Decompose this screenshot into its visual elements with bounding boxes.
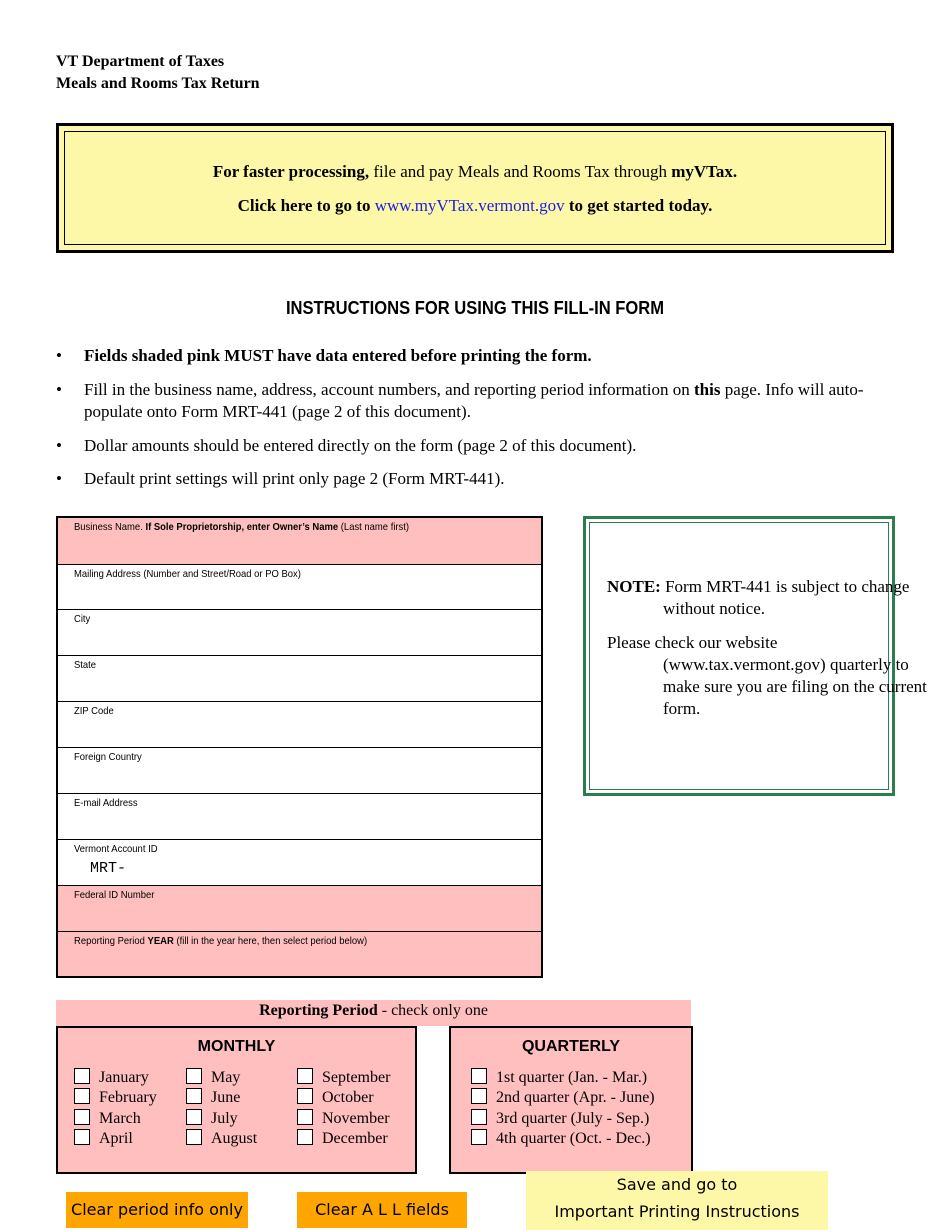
banner-text: file and pay Meals and Rooms Tax through (369, 162, 672, 181)
note-label: NOTE: (607, 577, 661, 596)
checkbox-icon[interactable] (471, 1129, 487, 1145)
checkbox-icon[interactable] (297, 1068, 313, 1084)
checkbox-october[interactable]: October (297, 1088, 374, 1108)
state-field[interactable] (58, 656, 541, 702)
myvtax-banner[interactable] (56, 123, 894, 253)
checkbox-may[interactable]: May (186, 1068, 240, 1088)
checkbox-icon[interactable] (74, 1129, 90, 1145)
bullet-dot: • (56, 346, 62, 365)
banner-line-1 (65, 162, 885, 182)
checkbox-icon[interactable] (74, 1068, 90, 1084)
federal-id-label: Federal ID Number (74, 889, 155, 901)
business-name-label: Business Name. If Sole Proprietorship, enter Owner’s Name (Last name first) (74, 521, 410, 533)
checkbox-april[interactable]: April (74, 1129, 133, 1149)
myvtax-link[interactable]: www.myVTax.vermont.gov (374, 196, 565, 215)
quarterly-label: QUARTERLY (521, 1038, 621, 1055)
period-year-field[interactable] (58, 932, 541, 976)
note-box (583, 516, 927, 796)
agency-name: VT Department of Taxes (56, 53, 225, 70)
checkbox-february[interactable]: February (74, 1088, 157, 1108)
bullet-text: Dollar amounts should be entered directly on the form (page 2 of this document). (84, 436, 637, 455)
federal-id-field[interactable] (58, 886, 541, 932)
email-label: E-mail Address (74, 797, 138, 809)
note-text: Form MRT-441 is subject to change without notice. (660, 577, 910, 618)
bullet-dot: • (56, 436, 62, 455)
business-info-fields (56, 516, 543, 978)
checkbox-icon[interactable] (186, 1088, 202, 1104)
checkbox-march[interactable]: March (74, 1109, 141, 1129)
checkbox-icon[interactable] (74, 1109, 90, 1125)
save-button-line-2: Important Printing Instructions (554, 1202, 800, 1221)
checkbox-icon[interactable] (297, 1129, 313, 1145)
instruction-bullet-1 (56, 345, 876, 367)
checkbox-august[interactable]: August (186, 1129, 257, 1149)
vermont-account-field[interactable] (58, 840, 541, 886)
instruction-bullet-2 (56, 379, 876, 423)
checkbox-icon[interactable] (186, 1109, 202, 1125)
instruction-bullet-4 (56, 468, 876, 490)
note-paragraph-1 (607, 576, 933, 620)
vermont-account-label: Vermont Account ID (74, 843, 158, 855)
bullet-text: Fields shaded pink MUST have data entered before printing the form. (84, 346, 592, 365)
checkbox-quarter-1[interactable]: 1st quarter (Jan. - Mar.) (471, 1068, 647, 1088)
checkbox-quarter-4[interactable]: 4th quarter (Oct. - Dec.) (471, 1129, 651, 1149)
business-name-field[interactable] (58, 518, 541, 565)
monthly-box (56, 1026, 417, 1174)
banner-bold-text: For faster processing, (212, 162, 370, 181)
mailing-address-field[interactable] (58, 565, 541, 610)
banner-line-2 (65, 196, 885, 216)
zip-field[interactable] (58, 702, 541, 748)
instructions-title: INSTRUCTIONS FOR USING THIS FILL-IN FORM (285, 298, 665, 318)
bullet-dot: • (56, 469, 62, 488)
save-printing-instructions-button[interactable] (526, 1171, 828, 1230)
checkbox-quarter-2[interactable]: 2nd quarter (Apr. - June) (471, 1088, 655, 1108)
reporting-period-subtitle: - check only one (377, 1002, 488, 1019)
checkbox-july[interactable]: July (186, 1109, 238, 1129)
reporting-period-title: Reporting Period (259, 1002, 378, 1019)
checkbox-icon[interactable] (471, 1109, 487, 1125)
checkbox-icon[interactable] (74, 1088, 90, 1104)
state-label: State (74, 659, 97, 671)
checkbox-september[interactable]: September (297, 1068, 390, 1088)
banner-myvtax: myVTax. (671, 162, 738, 181)
monthly-label: MONTHLY (197, 1038, 276, 1055)
banner-click-text: Click here to go to (237, 196, 375, 215)
checkbox-icon[interactable] (471, 1068, 487, 1084)
checkbox-icon[interactable] (186, 1129, 202, 1145)
checkbox-january[interactable]: January (74, 1068, 149, 1088)
checkbox-quarter-3[interactable]: 3rd quarter (July - Sep.) (471, 1109, 649, 1129)
city-label: City (74, 613, 91, 625)
save-button-line-1: Save and go to (616, 1175, 738, 1194)
mailing-address-label: Mailing Address (Number and Street/Road or PO Box) (74, 568, 301, 580)
bullet-text: page. Info will auto-populate onto Form MRT-441 (page 2 of this document). (84, 380, 864, 421)
checkbox-november[interactable]: November (297, 1109, 390, 1129)
quarterly-box (449, 1026, 693, 1174)
form-title: Meals and Rooms Tax Return (56, 75, 260, 92)
bullet-bold-word: this (693, 380, 721, 399)
country-field[interactable] (58, 748, 541, 794)
country-label: Foreign Country (74, 751, 142, 763)
bullet-text: Default print settings will print only page 2 (Form MRT-441). (84, 469, 505, 488)
clear-all-button[interactable]: Clear A L L fields (297, 1192, 467, 1228)
checkbox-december[interactable]: December (297, 1129, 388, 1149)
checkbox-icon[interactable] (297, 1109, 313, 1125)
banner-started-text: to get started today. (564, 196, 713, 215)
note-paragraph-2: Please check our website (www.tax.vermont.gov) quarterly to make sure you are filing on the current form. (607, 633, 927, 718)
zip-label: ZIP Code (74, 705, 114, 717)
period-year-label: Reporting Period YEAR (fill in the year here, then select period below) (74, 935, 368, 947)
reporting-period-header (56, 1000, 691, 1026)
clear-period-button[interactable]: Clear period info only (66, 1192, 248, 1228)
checkbox-icon[interactable] (471, 1088, 487, 1104)
vermont-account-value: MRT- (90, 860, 127, 877)
city-field[interactable] (58, 610, 541, 656)
email-field[interactable] (58, 794, 541, 840)
checkbox-june[interactable]: June (186, 1088, 240, 1108)
bullet-text: Fill in the business name, address, account numbers, and reporting period information on (84, 380, 694, 399)
checkbox-icon[interactable] (186, 1068, 202, 1084)
checkbox-icon[interactable] (297, 1088, 313, 1104)
instruction-bullet-3 (56, 435, 876, 457)
bullet-dot: • (56, 380, 62, 399)
